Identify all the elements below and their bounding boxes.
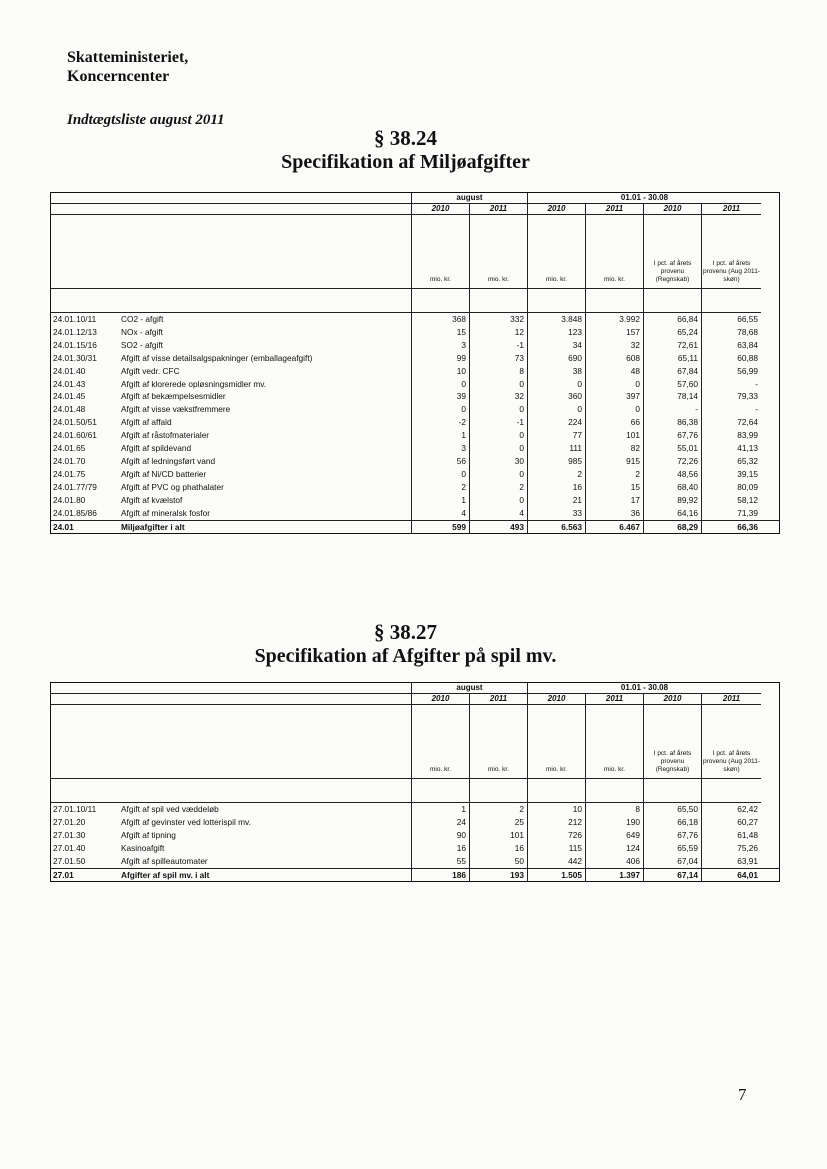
- row-code: 24.01.40: [53, 365, 86, 376]
- row-label: Afgift af PVC og phathalater: [121, 481, 224, 492]
- header-blank: [51, 705, 411, 779]
- row-code: 24.01.70: [53, 455, 86, 466]
- row-code: 24.01.60/61: [53, 430, 97, 441]
- total-value: 193: [469, 869, 527, 882]
- row-value: 24: [411, 816, 469, 829]
- row-value: 48: [585, 365, 643, 378]
- org-line2: Koncerncenter: [67, 68, 170, 85]
- table-row: [51, 326, 779, 339]
- header-unit-cell: [585, 215, 643, 289]
- header-year: 2011: [701, 204, 761, 215]
- total-label: Miljøafgifter i alt: [121, 521, 185, 532]
- header-blank: [51, 683, 411, 694]
- section2-title: Specifikation af Afgifter på spil mv.: [254, 645, 557, 667]
- spacer-cell: [469, 779, 527, 803]
- row-value: 55,01: [643, 442, 701, 455]
- row-value: -1: [469, 339, 527, 352]
- row-value: 82: [585, 442, 643, 455]
- row-value: 111: [527, 442, 585, 455]
- total-value: 186: [411, 869, 469, 882]
- table-row: [51, 403, 779, 416]
- header-unit-cell: [527, 705, 585, 779]
- row-value: 0: [585, 403, 643, 416]
- row-value: 65,32: [701, 455, 761, 468]
- row-label: Kasinoafgift: [121, 842, 165, 853]
- table-row: [51, 429, 779, 442]
- section1-title: Specifikation af Miljøafgifter: [281, 151, 530, 173]
- row-value: 73: [469, 352, 527, 365]
- row-value: 80,09: [701, 481, 761, 494]
- row-value: 16: [411, 842, 469, 855]
- spacer-cell: [585, 289, 643, 313]
- header-year-row: [51, 204, 779, 215]
- row-value: 406: [585, 855, 643, 868]
- row-value: -: [643, 403, 701, 416]
- row-value: 8: [469, 365, 527, 378]
- row-value: 67,04: [643, 855, 701, 868]
- table-row: [51, 816, 779, 829]
- header-year: 2011: [585, 694, 643, 705]
- header-group-august: august: [411, 193, 527, 204]
- row-value: -: [701, 378, 761, 391]
- row-value: 58,12: [701, 494, 761, 507]
- header-year: 2011: [469, 204, 527, 215]
- header-unit: mio. kr.: [488, 766, 509, 773]
- row-value: 15: [411, 326, 469, 339]
- total-code: 24.01: [53, 521, 74, 532]
- header-year: 2011: [701, 694, 761, 705]
- row-value: 4: [411, 507, 469, 520]
- row-value: 78,14: [643, 390, 701, 403]
- table-row: [51, 829, 779, 842]
- row-value: 67,76: [643, 429, 701, 442]
- row-value: 0: [469, 468, 527, 481]
- spacer-cell: [701, 779, 761, 803]
- header-unit: mio. kr.: [430, 766, 451, 773]
- spacer-cell: [51, 779, 411, 803]
- row-value: 101: [585, 429, 643, 442]
- row-value: 0: [469, 403, 527, 416]
- section2-heading: [0, 620, 819, 668]
- table-row: [51, 855, 779, 868]
- row-label: Afgift vedr. CFC: [121, 365, 180, 376]
- row-value: 4: [469, 507, 527, 520]
- header-unit: I pct. af årets provenu (Regnskab): [653, 260, 692, 283]
- row-value: 86,38: [643, 416, 701, 429]
- table-miljoafgifter: [50, 192, 780, 534]
- header-year: 2010: [411, 694, 469, 705]
- header-unit-cell: [585, 705, 643, 779]
- row-code: 24.01.43: [53, 378, 86, 389]
- header-unit: mio. kr.: [430, 276, 451, 283]
- row-value: 25: [469, 816, 527, 829]
- row-value: 78,68: [701, 326, 761, 339]
- row-value: 190: [585, 816, 643, 829]
- header-units-row: [51, 215, 779, 289]
- total-row: [51, 520, 779, 534]
- row-value: 101: [469, 829, 527, 842]
- row-value: 3.992: [585, 313, 643, 326]
- header-unit-cell: [469, 215, 527, 289]
- header-unit-cell: [643, 215, 701, 289]
- row-value: 60,88: [701, 352, 761, 365]
- row-label: Afgift af bekæmpelsesmidler: [121, 391, 226, 402]
- row-label: Afgift af kvælstof: [121, 494, 183, 505]
- row-value: 38: [527, 365, 585, 378]
- row-code: 27.01.10/11: [53, 804, 97, 814]
- row-code: 24.01.48: [53, 404, 86, 415]
- row-value: 65,50: [643, 803, 701, 816]
- table-row: [51, 339, 779, 352]
- row-value: 3.848: [527, 313, 585, 326]
- row-value: 115: [527, 842, 585, 855]
- row-value: 64,16: [643, 507, 701, 520]
- row-value: 0: [469, 494, 527, 507]
- total-value: 68,29: [643, 521, 701, 534]
- row-value: 67,84: [643, 365, 701, 378]
- table-row: [51, 507, 779, 520]
- header-group-row: [51, 683, 779, 694]
- spacer-cell: [643, 779, 701, 803]
- row-value: 48,56: [643, 468, 701, 481]
- total-label: Afgifter af spil mv. i alt: [121, 869, 210, 880]
- row-value: 32: [585, 339, 643, 352]
- row-value: 75,26: [701, 842, 761, 855]
- row-label: Afgift af gevinster ved lotterispil mv.: [121, 816, 251, 827]
- row-label: Afgift af tipning: [121, 829, 176, 840]
- table-row: [51, 481, 779, 494]
- row-value: 332: [469, 313, 527, 326]
- section1-number: § 38.24: [374, 126, 437, 150]
- table-row: [51, 416, 779, 429]
- row-label: CO2 - afgift: [121, 314, 164, 324]
- row-value: 21: [527, 494, 585, 507]
- row-value: 0: [527, 403, 585, 416]
- row-value: 2: [469, 803, 527, 816]
- row-value: 10: [527, 803, 585, 816]
- table-row: [51, 378, 779, 391]
- row-label: Afgift af visse detailsalgspakninger (emballageafgift): [121, 352, 313, 363]
- row-code: 24.01.45: [53, 391, 86, 402]
- row-value: 83,99: [701, 429, 761, 442]
- total-value: 67,14: [643, 869, 701, 882]
- header-unit: I pct. af årets provenu (Regnskab): [653, 750, 692, 773]
- spacer-cell: [585, 779, 643, 803]
- total-value: 6.563: [527, 521, 585, 534]
- header-unit-cell: [701, 705, 761, 779]
- row-value: 1: [411, 803, 469, 816]
- row-value: 90: [411, 829, 469, 842]
- row-value: 65,24: [643, 326, 701, 339]
- row-code: 24.01.15/16: [53, 339, 97, 350]
- header-unit-cell: [701, 215, 761, 289]
- row-value: 66: [585, 416, 643, 429]
- row-value: 39,15: [701, 468, 761, 481]
- org-name: [67, 48, 188, 86]
- row-label: Afgift af ledningsført vand: [121, 455, 216, 466]
- row-value: 0: [469, 442, 527, 455]
- header-unit-cell: [469, 705, 527, 779]
- row-value: 79,33: [701, 390, 761, 403]
- row-label: SO2 - afgift: [121, 339, 163, 350]
- spacer-cell: [51, 289, 411, 313]
- row-value: 16: [469, 842, 527, 855]
- header-blank: [51, 215, 411, 289]
- row-code: 27.01.40: [53, 842, 86, 853]
- header-unit-cell: [411, 215, 469, 289]
- row-value: 16: [527, 481, 585, 494]
- row-value: 224: [527, 416, 585, 429]
- row-value: 72,61: [643, 339, 701, 352]
- row-value: 34: [527, 339, 585, 352]
- row-label: Afgift af mineralsk fosfor: [121, 507, 210, 518]
- spacer-cell: [527, 779, 585, 803]
- row-value: 726: [527, 829, 585, 842]
- table-row: [51, 352, 779, 365]
- row-value: 368: [411, 313, 469, 326]
- header-group-august: august: [411, 683, 527, 694]
- header-year: 2010: [527, 204, 585, 215]
- row-value: 66,18: [643, 816, 701, 829]
- row-value: 0: [585, 378, 643, 391]
- spacer-cell: [643, 289, 701, 313]
- header-blank: [51, 193, 411, 204]
- row-value: 1: [411, 429, 469, 442]
- row-value: 57,60: [643, 378, 701, 391]
- table-row: [51, 494, 779, 507]
- row-code: 24.01.65: [53, 443, 86, 454]
- row-value: 68,40: [643, 481, 701, 494]
- row-value: 915: [585, 455, 643, 468]
- total-value: 493: [469, 521, 527, 534]
- total-value: 1.505: [527, 869, 585, 882]
- header-units-row: [51, 705, 779, 779]
- row-label: Afgift af spildevand: [121, 443, 192, 454]
- row-value: 0: [411, 468, 469, 481]
- row-value: 12: [469, 326, 527, 339]
- row-value: 17: [585, 494, 643, 507]
- row-value: 67,76: [643, 829, 701, 842]
- row-value: 3: [411, 339, 469, 352]
- row-value: 55: [411, 855, 469, 868]
- row-value: 41,13: [701, 442, 761, 455]
- total-code: 27.01: [53, 869, 74, 880]
- row-value: 56,99: [701, 365, 761, 378]
- spacer-cell: [527, 289, 585, 313]
- row-code: 27.01.50: [53, 855, 86, 866]
- org-line1: Skatteministeriet,: [67, 49, 189, 66]
- table-row: [51, 455, 779, 468]
- row-value: 608: [585, 352, 643, 365]
- row-value: 66,55: [701, 313, 761, 326]
- row-value: 0: [469, 378, 527, 391]
- row-value: -: [701, 403, 761, 416]
- header-year: 2010: [643, 204, 701, 215]
- page-number: 7: [738, 1085, 747, 1104]
- header-unit: mio. kr.: [604, 766, 625, 773]
- total-value: 1.397: [585, 869, 643, 882]
- header-year: 2011: [585, 204, 643, 215]
- header-unit: I pct. af årets provenu (Aug 2011-skøn): [703, 260, 760, 283]
- spacer-cell: [701, 289, 761, 313]
- header-year: 2010: [411, 204, 469, 215]
- row-value: 649: [585, 829, 643, 842]
- header-unit-cell: [643, 705, 701, 779]
- table-row: [51, 803, 779, 816]
- row-value: -1: [469, 416, 527, 429]
- total-value: 599: [411, 521, 469, 534]
- row-value: 62,42: [701, 803, 761, 816]
- row-value: 72,64: [701, 416, 761, 429]
- row-value: 3: [411, 442, 469, 455]
- header-group-period: 01.01 - 30.08: [527, 683, 761, 694]
- row-value: 36: [585, 507, 643, 520]
- row-code: 24.01.75: [53, 468, 86, 479]
- row-value: 39: [411, 390, 469, 403]
- table-row: [51, 468, 779, 481]
- row-value: 2: [585, 468, 643, 481]
- header-blank: [51, 694, 411, 705]
- header-unit: mio. kr.: [546, 766, 567, 773]
- total-row: [51, 868, 779, 882]
- header-year: 2010: [643, 694, 701, 705]
- row-value: 0: [411, 378, 469, 391]
- row-value: 60,27: [701, 816, 761, 829]
- row-code: 24.01.85/86: [53, 507, 97, 518]
- header-unit-cell: [527, 215, 585, 289]
- row-value: 123: [527, 326, 585, 339]
- header-spacer-row: [51, 779, 779, 803]
- row-value: 1: [411, 494, 469, 507]
- header-year-row: [51, 694, 779, 705]
- header-unit: mio. kr.: [546, 276, 567, 283]
- row-value: 157: [585, 326, 643, 339]
- row-code: 24.01.10/11: [53, 314, 97, 324]
- row-value: 0: [469, 429, 527, 442]
- row-value: 33: [527, 507, 585, 520]
- table-row: [51, 442, 779, 455]
- row-value: 397: [585, 390, 643, 403]
- row-label: Afgift af visse vækstfremmere: [121, 404, 231, 415]
- row-value: 56: [411, 455, 469, 468]
- row-value: 99: [411, 352, 469, 365]
- row-code: 24.01.30/31: [53, 352, 97, 363]
- header-unit: mio. kr.: [488, 276, 509, 283]
- row-value: 63,84: [701, 339, 761, 352]
- row-value: -2: [411, 416, 469, 429]
- table-row: [51, 365, 779, 378]
- header-unit-cell: [411, 705, 469, 779]
- row-value: 65,11: [643, 352, 701, 365]
- spacer-cell: [411, 779, 469, 803]
- row-value: 72,26: [643, 455, 701, 468]
- row-code: 24.01.80: [53, 494, 86, 505]
- row-value: 65,59: [643, 842, 701, 855]
- row-code: 24.01.50/51: [53, 417, 97, 428]
- header-group-period: 01.01 - 30.08: [527, 193, 761, 204]
- row-value: 15: [585, 481, 643, 494]
- row-value: 8: [585, 803, 643, 816]
- row-value: 0: [411, 403, 469, 416]
- row-code: 27.01.30: [53, 829, 86, 840]
- row-value: 63,91: [701, 855, 761, 868]
- header-spacer-row: [51, 289, 779, 313]
- row-value: 690: [527, 352, 585, 365]
- section1-heading: [0, 126, 819, 174]
- row-value: 89,92: [643, 494, 701, 507]
- total-value: 66,36: [701, 521, 761, 534]
- total-value: 64,01: [701, 869, 761, 882]
- row-value: 77: [527, 429, 585, 442]
- section2-number: § 38.27: [374, 620, 437, 644]
- table-row: [51, 390, 779, 403]
- table-row: [51, 313, 779, 326]
- row-label: Afgift af råstofmaterialer: [121, 430, 210, 441]
- row-value: 10: [411, 365, 469, 378]
- row-value: 32: [469, 390, 527, 403]
- row-code: 27.01.20: [53, 816, 86, 827]
- row-label: NOx - afgift: [121, 326, 163, 337]
- row-value: 985: [527, 455, 585, 468]
- row-value: 2: [411, 481, 469, 494]
- row-value: 2: [527, 468, 585, 481]
- row-label: Afgift af klorerede opløsningsmidler mv.: [121, 378, 267, 389]
- header-unit: I pct. af årets provenu (Aug 2011-skøn): [703, 750, 760, 773]
- header-unit: mio. kr.: [604, 276, 625, 283]
- row-value: 30: [469, 455, 527, 468]
- row-value: 71,39: [701, 507, 761, 520]
- row-value: 2: [469, 481, 527, 494]
- document-subtitle: Indtægtsliste august 2011: [67, 112, 225, 128]
- row-value: 442: [527, 855, 585, 868]
- row-label: Afgift af spilleautomater: [121, 855, 208, 866]
- spacer-cell: [469, 289, 527, 313]
- table-row: [51, 842, 779, 855]
- row-value: 50: [469, 855, 527, 868]
- header-year: 2011: [469, 694, 527, 705]
- row-label: Afgift af affald: [121, 417, 172, 428]
- row-value: 212: [527, 816, 585, 829]
- row-label: Afgift af Ni/CD batterier: [121, 468, 207, 479]
- row-value: 360: [527, 390, 585, 403]
- total-value: 6.467: [585, 521, 643, 534]
- row-value: 0: [527, 378, 585, 391]
- row-code: 24.01.77/79: [53, 481, 97, 492]
- header-group-row: [51, 193, 779, 204]
- header-year: 2010: [527, 694, 585, 705]
- row-code: 24.01.12/13: [53, 326, 97, 337]
- header-blank: [51, 204, 411, 215]
- row-value: 124: [585, 842, 643, 855]
- table-afgifter-spil: [50, 682, 780, 882]
- spacer-cell: [411, 289, 469, 313]
- row-value: 66,84: [643, 313, 701, 326]
- row-label: Afgift af spil ved væddeløb: [121, 804, 219, 814]
- row-value: 61,48: [701, 829, 761, 842]
